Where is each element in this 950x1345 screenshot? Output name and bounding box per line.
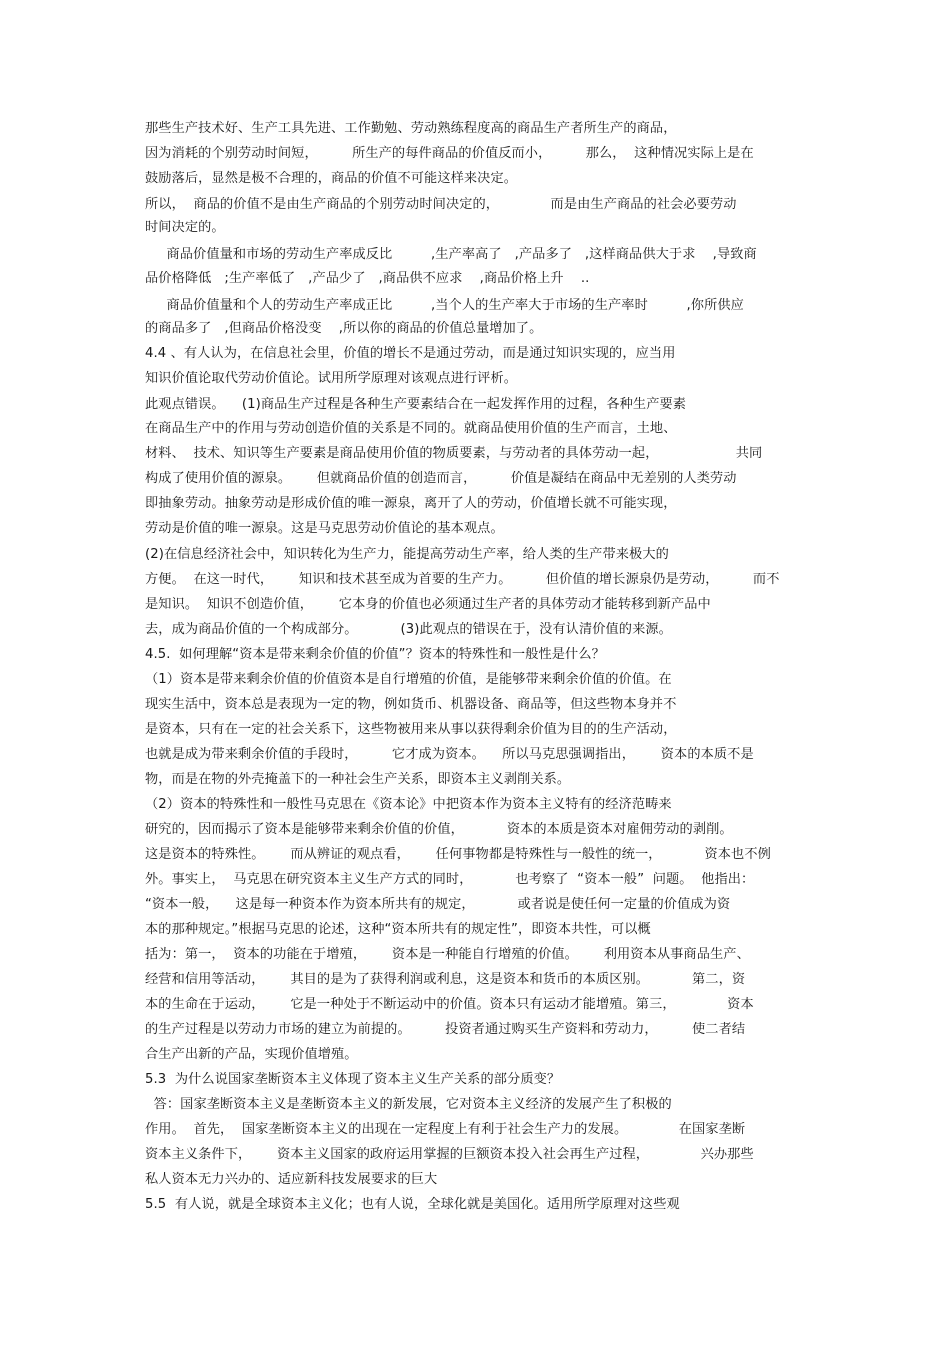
text-line: 作用。 首先， 国家垄断资本主义的出现在一定程度上有利于社会生产力的发展。 在国家垄断 xyxy=(145,1122,746,1137)
text-line: 资本主义条件下， 资本主义国家的政府运用掌握的巨额资本投入社会再生产过程， 兴办那些 xyxy=(145,1147,754,1162)
text-line: 4.5. 如何理解“资本是带来剩余价值的价值”？资本的特殊性和一般性是什么？ xyxy=(145,647,605,662)
text-line: 品价格降低 ;生产率低了 ,产品少了 ,商品供不应求 ,商品价格上升 .. xyxy=(145,271,590,286)
text-line: 材料、 技术、知识等生产要素是商品使用价值的物质要素，与劳动者的具体劳动一起， 共同 xyxy=(145,446,763,461)
text-line: 合生产出新的产品，实现价值增殖。 xyxy=(145,1047,358,1062)
text-line: 此观点错误。 (1)商品生产过程是各种生产要素结合在一起发挥作用的过程，各种生产要素 xyxy=(145,397,687,412)
text-line: 括为：第一， 资本的功能在于增殖， 资本是一种能自行增殖的价值。 利用资本从事商品生产、 xyxy=(145,947,750,962)
text-line: 本的那种规定。”根据马克思的论述，这种“资本所共有的规定性”，即资本共性，可以概 xyxy=(145,922,651,937)
text-line: 即抽象劳动。抽象劳动是形成价值的唯一源泉，离开了人的劳动，价值增长就不可能实现， xyxy=(145,496,677,511)
text-line: 方便。 在这一时代， 知识和技术甚至成为首要的生产力。 但价值的增长源泉仍是劳动， 而不 xyxy=(145,572,780,587)
text-line: 构成了使用价值的源泉。 但就商品价值的创造而言， 价值是凝结在商品中无差别的人类劳动 xyxy=(145,471,737,486)
text-line: 物，而是在物的外壳掩盖下的一种社会生产关系，即资本主义剥削关系。 xyxy=(145,772,571,787)
text-line: 劳动是价值的唯一源泉。这是马克思劳动价值论的基本观点。 xyxy=(145,521,504,536)
text-line: 答：国家垄断资本主义是垄断资本主义的新发展，它对资本主义经济的发展产生了积极的 xyxy=(145,1097,672,1112)
text-line: 5.5 有人说，就是全球资本主义化；也有人说，全球化就是美国化。适用所学原理对这些观 xyxy=(145,1197,680,1212)
text-line: 的生产过程是以劳动力市场的建立为前提的。 投资者通过购买生产资料和劳动力， 使二者结 xyxy=(145,1022,746,1037)
text-line: 商品价值量和个人的劳动生产率成正比 ,当个人的生产率大于市场的生产率时 ,你所供应 xyxy=(145,298,744,313)
text-line: 外。事实上， 马克思在研究资本主义生产方式的同时， 也考察了 “资本一般” 问题。 他指出： xyxy=(145,872,755,887)
text-line: (2)在信息经济社会中，知识转化为生产力，能提高劳动生产率，给人类的生产带来极大的 xyxy=(145,547,669,562)
text-line: 这是资本的特殊性。 而从辨证的观点看， 任何事物都是特殊性与一般性的统一， 资本也不例 xyxy=(145,847,771,862)
text-line: 经营和信用等活动， 其目的是为了获得利润或利息，这是资本和货币的本质区别。 第二，资 xyxy=(145,972,746,987)
text-line: 研究的，因而揭示了资本是能够带来剩余价值的价值， 资本的本质是资本对雇佣劳动的剥削。 xyxy=(145,822,733,837)
text-line: 所以， 商品的价值不是由生产商品的个别劳动时间决定的， 而是由生产商品的社会必要劳动 xyxy=(145,197,737,212)
text-line: 4.4 、有人认为，在信息社会里，价值的增长不是通过劳动，而是通过知识实现的，应当用 xyxy=(145,346,676,361)
text-line: “资本一般， 这是每一种资本作为资本所共有的规定， 或者说是使任何一定量的价值成为资 xyxy=(145,897,731,912)
text-line: 在商品生产中的作用与劳动创造价值的关系是不同的。就商品使用价值的生产而言，土地、 xyxy=(145,421,677,436)
text-line: 是知识。 知识不创造价值， 它本身的价值也必须通过生产者的具体劳动才能转移到新产品中 xyxy=(145,597,711,612)
text-line: 因为消耗的个别劳动时间短， 所生产的每件商品的价值反而小， 那么， 这种情况实际上是在 xyxy=(145,146,754,161)
text-line: 知识价值论取代劳动价值论。试用所学原理对该观点进行评析。 xyxy=(145,371,518,386)
text-line: 是资本，只有在一定的社会关系下，这些物被用来从事以获得剩余价值为目的的生产活动， xyxy=(145,722,677,737)
text-line: 的商品多了 ,但商品价格没变 ,所以你的商品的价值总量增加了。 xyxy=(145,321,543,336)
text-line: 5.3 为什么说国家垄断资本主义体现了资本主义生产关系的部分质变？ xyxy=(145,1072,561,1087)
text-line: 商品价值量和市场的劳动生产率成反比 ,生产率高了 ,产品多了 ,这样商品供大于求 ,导致商 xyxy=(145,247,757,262)
text-line: 那些生产技术好、生产工具先进、工作勤勉、劳动熟练程度高的商品生产者所生产的商品， xyxy=(145,121,677,136)
text-line: 去，成为商品价值的一个构成部分。 (3)此观点的错误在于，没有认清价值的来源。 xyxy=(145,622,672,637)
text-line: 本的生命在于运动， 它是一种处于不断运动中的价值。资本只有运动才能增殖。第三， 资本 xyxy=(145,997,754,1012)
text-line: 也就是成为带来剩余价值的手段时， 它才成为资本。 所以马克思强调指出， 资本的本质不是 xyxy=(145,747,754,762)
text-line: 鼓励落后，显然是极不合理的，商品的价值不可能这样来决定。 xyxy=(145,171,518,186)
text-line: 时间决定的。 xyxy=(145,220,225,235)
text-line: （2）资本的特殊性和一般性马克思在《资本论》中把资本作为资本主义特有的经济范畴来 xyxy=(145,797,672,812)
text-line: 私人资本无力兴办的、适应新科技发展要求的巨大 xyxy=(145,1172,438,1187)
text-line: 现实生活中，资本总是表现为一定的物，例如货币、机器设备、商品等，但这些物本身并不 xyxy=(145,697,677,712)
text-line: （1）资本是带来剩余价值的价值资本是自行增殖的价值，是能够带来剩余价值的价值。在 xyxy=(145,672,672,687)
